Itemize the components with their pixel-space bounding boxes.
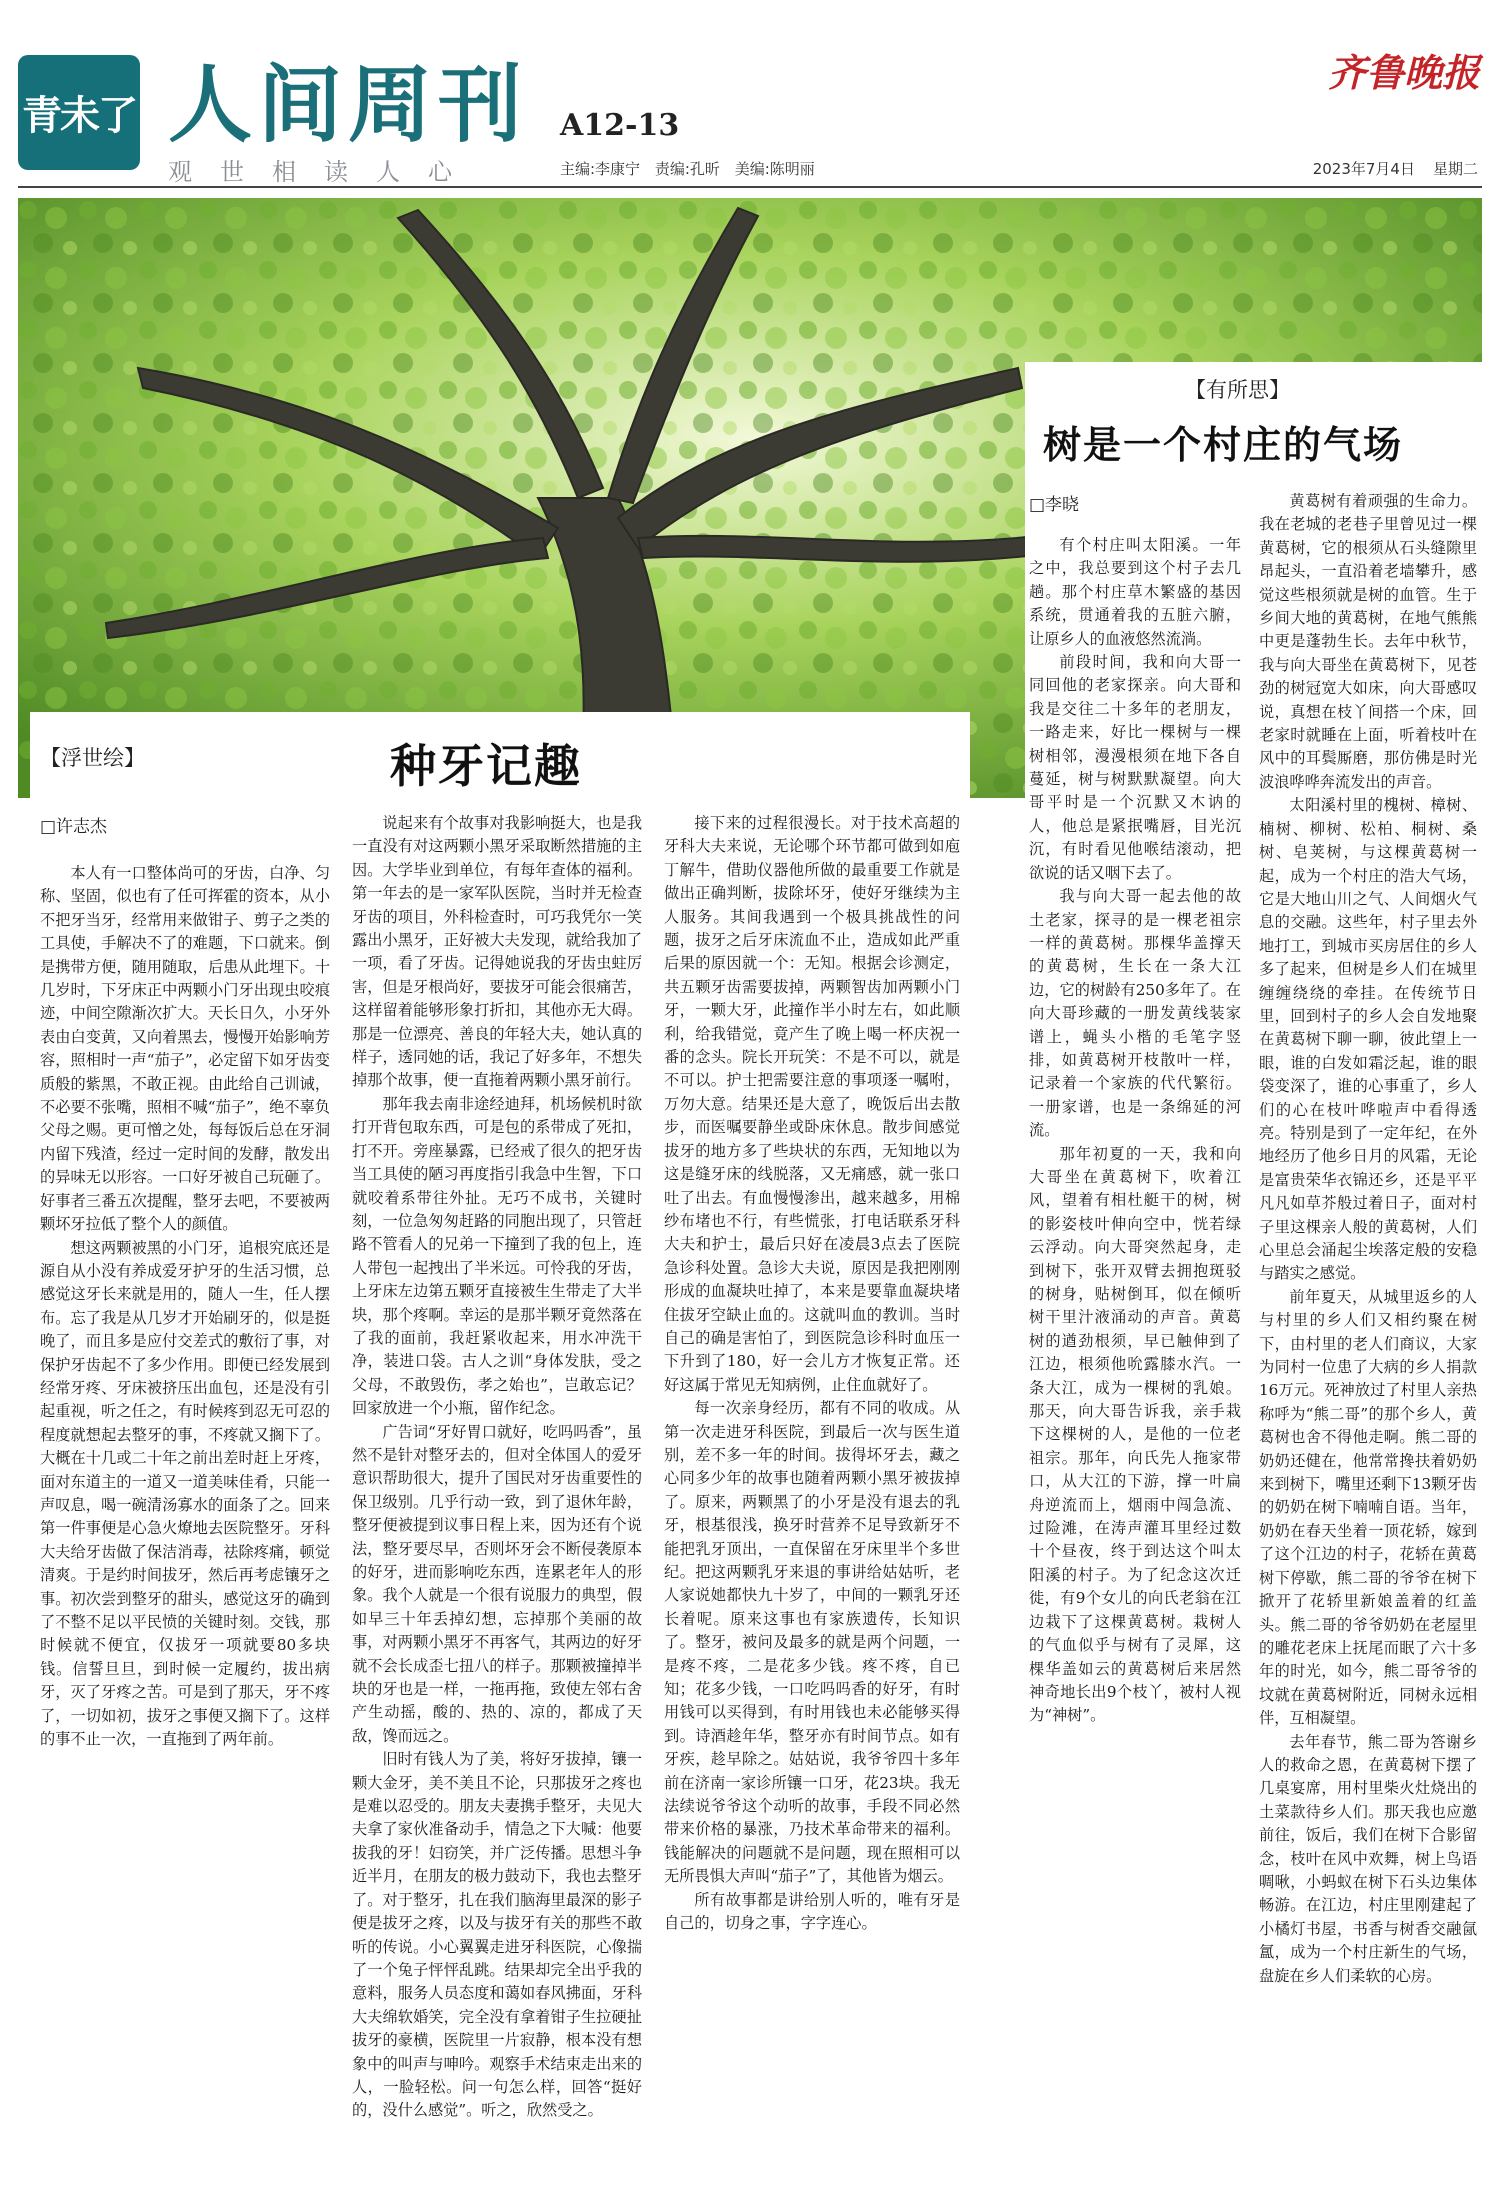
- issue-date: 2023年7月4日: [1312, 160, 1415, 178]
- article-tooth-col-2: [352, 812, 642, 2182]
- page-number: A12-13: [560, 108, 680, 143]
- article-tree-paragraph: 黄葛树有着顽强的生命力。我在老城的老巷子里曾见过一棵黄葛树，它的根须从石头缝隙里昂起头，一直沿着老墙攀升，感觉这些根须就是树的血管。生于乡间大地的黄葛树，在地气熊熊中更是蓬勃生长。去年中秋节，我与向大哥坐在黄葛树下，见苍劲的树冠宽大如床，向大哥感叹说，真想在枝丫间搭一个床，回老家时就睡在上面，听着枝叶在风中的耳鬓厮磨，那仿佛是时光波浪哗哗奔流发出的声音。: [1259, 492, 1477, 791]
- article-tree-paragraph: 前年夏天，从城里返乡的人与村里的乡人们又相约聚在树下，由村里的老人们商议，大家为同村一位患了大病的乡人捐款16万元。死神放过了村里人亲热称呼为“熊二哥”的那个乡人，黄葛树也舍不得他走啊。熊二哥的奶奶还健在，他常常搀扶着奶奶来到树下，嘴里还剩下13颗牙齿的奶奶在树下喃喃自语。当年，奶奶在春天坐着一顶花轿，嫁到了这个江边的村子，花轿在黄葛树下停歇，熊二哥的爷爷在树下掀开了花轿里新娘盖着的红盖头。熊二哥的爷爷奶奶在老屋里的雕花老床上抚尾而眠了六十多年的时光，如今，熊二哥爷爷的坟就在黄葛树附近，同树永远相伴，互相凝望。: [1259, 1287, 1477, 1728]
- article-tooth-col-3: [664, 812, 960, 2182]
- article-tooth-paragraph: 想这两颗被黑的小门牙，追根究底还是源自从小没有养成爱牙护牙的生活习惯，总感觉这牙长来就是用的，随人一生，任人摆布。忘了我是从几岁才开始刷牙的，似是挺晚了，而且多是应付交差式的敷衍了事，对保护牙齿起不了多少作用。即便已经发展到经常牙疼、牙床被挤压出血包，还是没有引起重视，听之任之，有时候疼到忍无可忍的程度就想起去整牙的事，不疼就又搁下了。大概在十几或二十年之前出差时赶上牙疼，面对东道主的一道又一道美味佳肴，只能一声叹息，喝一碗清汤寡水的面条了之。回来第一件事便是心急火燎地去医院整牙。牙科大夫给牙齿做了保洁消毒，祛除疼痛，顿觉清爽。于是约时间拔牙，然后再考虑镶牙之事。初次尝到整牙的甜头，感觉这牙的确到了不整不足以平民愤的关键时刻。交钱，那时候就不便宜，仅拔牙一项就要80多块钱。信誓旦旦，到时候一定履约，拔出病牙，灭了牙疼之苦。可是到了那天，牙不疼了，一切如初，拔牙之事便又搁下了。这样的事不止一次，一直拖到了两年前。: [40, 1238, 330, 1749]
- article-tooth-paragraph: 广告词“牙好胃口就好，吃吗吗香”，虽然不是针对整牙去的，但对全体国人的爱牙意识帮助很大，提升了国民对牙齿重要性的保卫级别。几乎行动一致，到了退休年龄，整牙便被提到议事日程上来，因为还有个说法，整牙要尽早，否则坏牙会不断侵袭原本的好牙，进而影响吃东西，连累老年人的形象。我个人就是一个很有说服力的典型，假如早三十年丢掉幻想，忘掉那个美丽的故事，对两颗小黑牙不再客气，其两边的好牙就不会长成歪七扭八的样子。那颗被撞掉半块的牙也是一样，一拖再拖，致使左邻右舍产生动摇，酸的、热的、凉的，都成了天敌，馋而远之。: [352, 1422, 642, 1745]
- article-tooth-paragraph: 每一次亲身经历，都有不同的收成。从第一次走进牙科医院，到最后一次与医生道别，差不多一年的时间。拔得坏牙去，藏之心同多少年的故事也随着两颗小黑牙被拔掉了。原来，两颗黑了的小牙是没有退去的乳牙，根基很浅，换牙时营养不足导致新牙不能把乳牙顶出，一直保留在牙床里半个多世纪。把这两颗乳牙来退的事讲给姑姑听，老人家说她都快九十岁了，中间的一颗乳牙还长着呢。原来这事也有家族遗传，长知识了。整牙，被问及最多的就是两个问题，一是疼不疼，二是花多少钱。疼不疼，自已知；花多少钱，一口吃吗吗香的好牙，有时用钱可以买得到，有时用钱也未必能够买得到。诗酒趁年华，整牙亦有时间节点。如有牙疾，趁早除之。姑姑说，我爷爷四十多年前在济南一家诊所镶一口牙，花23块。我无法续说爷爷这个动听的故事，手段不同必然带来价格的暴涨，乃技术革命带来的福利。钱能解决的问题就不是问题，现在照相可以无所畏惧大声叫“茄子”了，其他皆为烟云。: [664, 1399, 960, 1886]
- logo-text: 青未了: [22, 92, 136, 139]
- article-tooth-title: 种牙记趣: [390, 739, 582, 793]
- article-tooth-tag: 【浮世绘】: [40, 746, 145, 770]
- article-tree-col-1: [1029, 534, 1241, 2184]
- article-tooth-paragraph: 本人有一口整体尚可的牙齿，白净、匀称、坚固，似也有了任可挥霍的资本，从小不把牙当牙，经常用来做钳子、剪子之类的工具使，手解决不了的难题，下口就来。倒是携带方便，随用随取，后患从此埋下。十几岁时，下牙床正中两颗小门牙出现虫咬痕迹，中间空隙渐次扩大。天长日久，小牙外表由白变黄，又向着黑去，慢慢开始影响芳容，照相时一声“茄子”，必定留下如牙齿变质般的紫黑，不敢正视。由此给自己训诫，不必要不张嘴，照相不喊“茄子”，绝不辜负父母之赐。更可憎之处，每每饭后总在牙洞内留下残渣，经过一定时间的发酵，散发出的异味无以形容。一口好牙被自己玩砸了。好事者三番五次提醒，整牙去吧，不要被两颗坏牙拉低了整个人的颜值。: [40, 864, 330, 1234]
- article-tree: [1025, 362, 1483, 2192]
- article-tooth-paragraph: 接下来的过程很漫长。对于技术高超的牙科大夫来说，无论哪个环节都可做到如庖丁解牛，借助仪器他所做的最重要工作就是做出正确判断，拔除坏牙，使好牙继续为主人服务。其间我遇到一个极具挑战性的问题，拔牙之后牙床流血不止，造成如此严重后果的原因就一个：无知。根据会诊测定，共五颗牙齿需要拔掉，两颗智齿加两颗小门牙，一颗大牙，此撞作半小时左右，如此顺利，给我错觉，竟产生了晚上喝一杯庆祝一番的念头。院长开玩笑：不是不可以，就是不可以。护士把需要注意的事项逐一嘱咐，万勿大意。结果还是大意了，晚饭后出去散步，而医嘱要静坐或卧床休息。散步间感觉拔牙的地方多了些块状的东西，无知地以为这是缝牙床的线脱落，又无痛感，就一张口吐了出去。有血慢慢渗出，越来越多，用棉纱布堵也不行，有些慌张，打电话联系牙科大夫和护士，最后只好在凌晨3点去了医院急诊科处置。急诊大夫说，原因是我把刚刚形成的血凝块吐掉了，本来是要靠血凝块堵住拔牙空缺止血的。这就叫血的教训。当时自己的确是害怕了，到医院急诊科时血压一下升到了180，好一会儿方才恢复正常。还好这属于常见无知病例，止住血就好了。: [664, 814, 960, 1394]
- article-tree-paragraph: 前段时间，我和向大哥一同回他的老家探亲。向大哥和我是交往二十多年的老朋友，一路走来，好比一棵树与一棵树相邻，漫漫根须在地下各自蔓延，树与树默默凝望。向大哥平时是一个沉默又木讷的人，他总是紧抿嘴唇，目光沉沉，有时看见他喉结滚动，把欲说的话又咽下去了。: [1029, 653, 1241, 882]
- article-tree-author: □李晓: [1029, 495, 1080, 515]
- article-tree-paragraph: 太阳溪村里的槐树、樟树、楠树、柳树、松柏、桐树、桑树、皂荚树，与这棵黄葛树一起，成为一个村庄的浩大气场，它是大地山川之气、人间烟火气息的交融。这些年，村子里去外地打工，到城市买房居住的乡人多了起来，但树是乡人们在城里缠缠绕绕的牵挂。在传统节日里，回到村子的乡人会自发地聚在黄葛树下聊一聊，彼此望上一眼，谁的白发如霜泛起，谁的眼袋变深了，谁的心事重了，乡人们的心在枝叶哗啦声中看得透亮。特别是到了一定年纪，在外地经历了他乡日月的风霜，无论是富贵荣华衣锦还乡，还是平平凡凡如草芥般过着日子，面对村子里这棵亲人般的黄葛树，人们心里总会涌起尘埃落定般的安稳与踏实之感觉。: [1259, 796, 1477, 1283]
- article-tooth-paragraph: 那年我去南非途经迪拜，机场候机时欲打开背包取东西，可是包的系带成了死扣，打不开。旁座暴露，已经戒了很久的把牙齿当工具使的陋习再度指引我急中生智，下口就咬着系带往外扯。无巧不成书，关键时刻，一位急匆匆赶路的同胞出现了，只管赶路不管看人的兄弟一下撞到了我的包上，连人带包一起拽出了半米远。可怜我的牙齿，上牙床左边第五颗牙直接被生生带走了大半块，那个疼啊。幸运的是那半颗牙竟然落在了我的面前，我赶紧收起来，用水冲洗干净，装进口袋。古人之训“身体发肤，受之父母，不敢毁伤，孝之始也”，岂敢忘记？回家放进一个小瓶，留作纪念。: [352, 1094, 642, 1418]
- credit-editor: 责编:孔昕: [654, 160, 720, 178]
- article-tooth: [30, 712, 970, 2192]
- dateline: [1295, 158, 1478, 179]
- issue-weekday: 星期二: [1432, 160, 1478, 178]
- credit-art-editor: 美编:陈明丽: [734, 160, 815, 178]
- article-tree-col-2: [1259, 490, 1477, 2184]
- masthead: [0, 0, 1500, 190]
- article-tree-paragraph: 去年春节，熊二哥为答谢乡人的救命之恩，在黄葛树下摆了几桌宴席，用村里柴火灶烧出的土菜款待乡人们。那天我也应邀前往，饭后，我们在树下合影留念，枝叶在风中欢舞，树上鸟语啁啾，小蚂蚁在树下石头边集体畅游。在江边，村庄里刚建起了小橘灯书屋，书香与树香交融氤氲，成为一个村庄新生的气场，盘旋在乡人们柔软的心房。: [1259, 1732, 1477, 1985]
- header-rule: [18, 186, 1482, 188]
- article-tree-paragraph: 那年初夏的一天，我和向大哥坐在黄葛树下，吹着江风，望着有相杜艇干的树，树的影姿枝叶伸向空中，恍若绿云浮动。向大哥突然起身，走到树下，张开双臂去拥抱斑驳的树身，贴树倒耳，似在倾听树干里汁液涌动的声音。黄葛树的遒劲根须，早已触伸到了江边，根须他吮露膝水汽。一条大江，成为一棵树的乳娘。那天，向大哥告诉我，亲手栽下这棵树的人，是他的一位老祖宗。那年，向氏先人拖家带口，从大江的下游，撑一叶扁舟逆流而上，烟雨中闯急流、过险滩，在涛声灌耳里经过数十个昼夜，终于到达这个叫太阳溪的村子。为了纪念这次迁徙，有9个女儿的向氏老翁在江边栽下了这棵黄葛树。栽树人的气血似乎与树有了灵犀，这棵华盖如云的黄葛树后来居然神奇地长出9个枝丫，被村人视为“神树”。: [1029, 1144, 1241, 1725]
- article-tooth-paragraph: 旧时有钱人为了美，将好牙拔掉，镶一颗大金牙，美不美且不论，只那拔牙之疼也是难以忍受的。朋友夫妻携手整牙，夫见大夫拿了家伙准备动手，情急之下大喊：他要拔我的牙！妇窃笑，并广泛传播。思想斗争近半月，在朋友的极力鼓动下，我也去整牙了。对于整牙，扎在我们脑海里最深的影子便是拔牙之疼，以及与拔牙有关的那些不敢听的传说。小心翼翼走进牙科医院，心像揣了一个兔子怦怦乱跳。结果却完全出乎我的意料，服务人员态度和蔼如春风拂面，牙科大夫绵软婚笑，完全没有拿着钳子生拉硬扯拔牙的豪横，医院里一片寂静，根本没有想象中的叫声与呻吟。观察手术结束走出来的人，一脸轻松。问一句怎么样，回答“挺好的，没什么感觉”。听之，欣然受之。: [352, 1750, 642, 2120]
- article-tooth-paragraph: 所有故事都是讲给别人听的，唯有牙是自己的，切身之事，字字连心。: [664, 1890, 960, 1933]
- page-title: 人间周刊: [168, 55, 529, 154]
- article-tree-paragraph: 我与向大哥一起去他的故土老家，探寻的是一棵老祖宗一样的黄葛树。那棵华盖撑天的黄葛树，生长在一条大江边，它的树龄有250多年了。在向大哥珍藏的一册发黄线装家谱上，蝇头小楷的毛笔字竖排，如黄葛树开枝散叶一样，记录着一个家族的代代繁衍。一册家谱，也是一条绵延的河流。: [1029, 887, 1241, 1140]
- article-tooth-paragraph: 说起来有个故事对我影响挺大，也是我一直没有对这两颗小黑牙采取断然措施的主因。大学毕业到单位，有每年查体的福利。第一年去的是一家军队医院，当时并无检查牙齿的项目，外科检查时，可巧我凭尔一笑露出小黑牙，正好被大夫发现，就给我加了一项，看了牙齿。记得她说我的牙齿虫蛀厉害，但是牙根尚好，要拔牙可能会很痛苦，这样留着能够形象打折扣，其他亦无大碍。那是一位漂亮、善良的年轻大夫，她认真的样子，透同她的话，我记了好多年，不想失掉那个故事，便一直拖着两颗小黑牙前行。: [352, 814, 642, 1090]
- credits: [560, 158, 825, 179]
- article-tree-paragraph: 有个村庄叫太阳溪。一年之中，我总要到这个村子去几趟。那个村庄草木繁盛的基因系统，贯通着我的五脏六腑，让原乡人的血液悠然流淌。: [1029, 536, 1241, 648]
- newspaper-brand: 齐鲁晚报: [1327, 50, 1480, 95]
- article-tree-tag: 【有所思】: [1185, 378, 1290, 402]
- motto: 观世相读人心: [168, 158, 480, 186]
- article-tooth-author: □许志杰: [40, 817, 108, 837]
- credit-editor-in-chief: 主编:李康宁: [560, 160, 641, 178]
- article-tree-title: 树是一个村庄的气场: [1043, 422, 1404, 467]
- article-tooth-col-1: [40, 862, 330, 2182]
- logo: [18, 55, 140, 170]
